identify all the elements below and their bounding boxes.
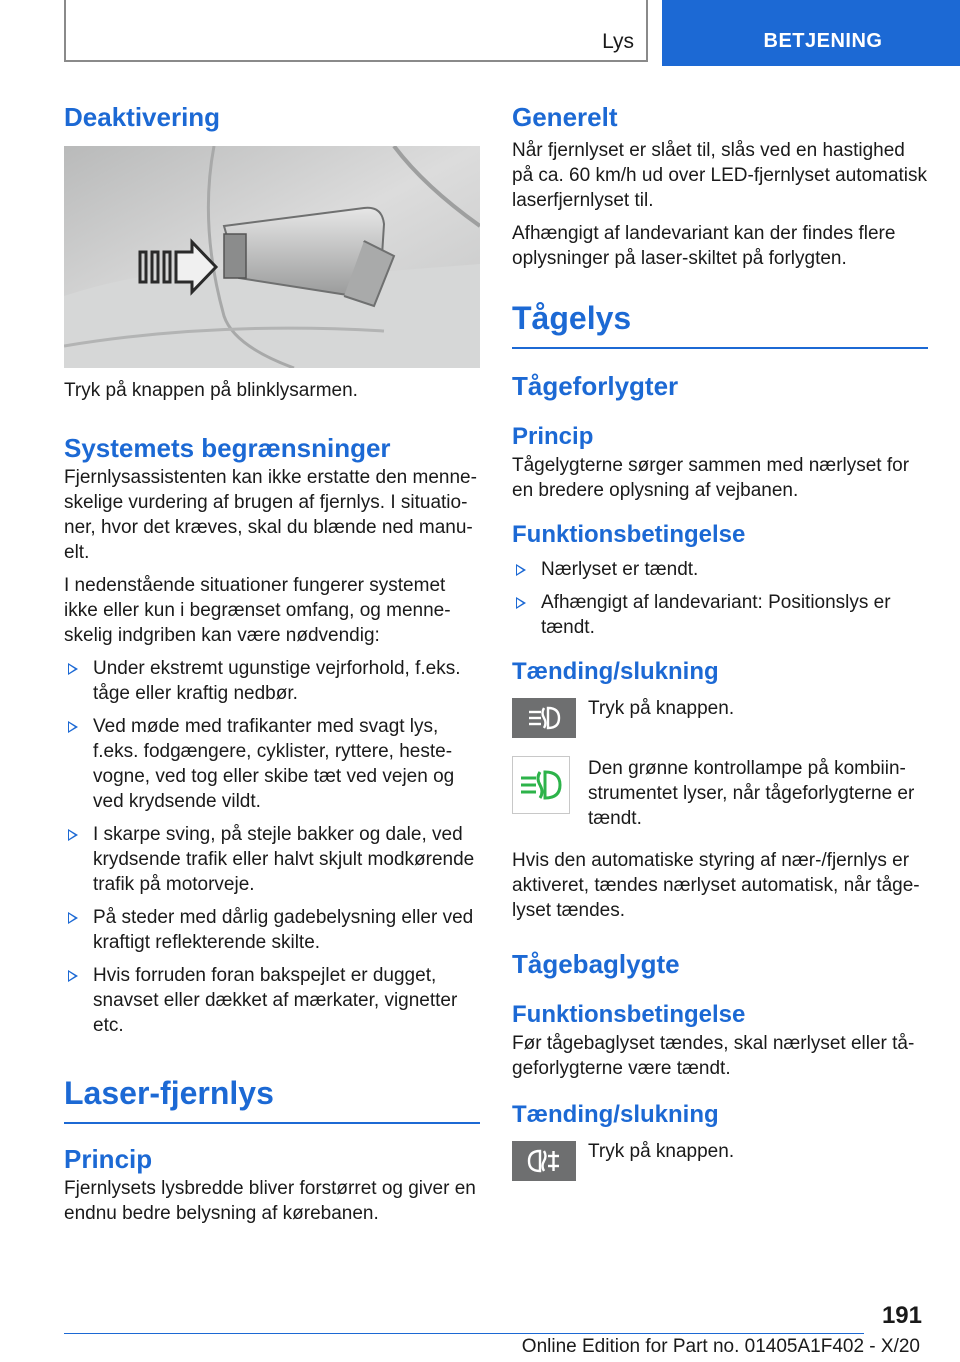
green-fog-indicator-icon xyxy=(512,756,570,814)
heading-taagebaglygte: Tågebaglygte xyxy=(512,949,680,979)
list-item xyxy=(64,656,480,706)
generelt-paragraph-2: Afhængigt af landevariant kan der findes flere oplysninger på laser-skiltet på forlygten. xyxy=(512,223,896,269)
list-item-text: På steder med dårlig gadebelysning eller ved kraftigt reflekterende skilte. xyxy=(93,907,474,953)
princip-paragraph: Fjernlysets lysbredde bliver forstørret og giver en endnu bedre belysning af kørebanen. xyxy=(64,1178,476,1224)
taage-princip-paragraph: Tågelygterne sørger sammen med nærlyset for en bredere oplysning af vejbanen. xyxy=(512,455,910,501)
list-item xyxy=(64,714,480,814)
rear-fog-button-icon[interactable] xyxy=(512,1141,576,1181)
header-frame xyxy=(64,0,648,62)
list-item xyxy=(64,963,480,1038)
funktion-list xyxy=(512,557,928,640)
baglygte-funktion-paragraph: Før tågebaglyset tændes, skal nærlyset eller tå-geforlygterne være tændt. xyxy=(512,1033,915,1079)
heading-baglygte-taending: Tænding/slukning xyxy=(512,1101,719,1128)
list-item xyxy=(64,905,480,955)
heading-laser-fjernlys: Laser-fjernlys xyxy=(64,1072,480,1124)
heading-deaktivering: Deaktivering xyxy=(64,102,221,132)
fog-rear-button-text: Tryk på knappen. xyxy=(588,1141,735,1162)
bullet-triangle-icon xyxy=(68,721,78,733)
section-title: Lys xyxy=(602,30,634,53)
chapter-tab[interactable] xyxy=(662,0,960,66)
list-item-text: Nærlyset er tændt. xyxy=(541,559,699,580)
list-item-text: Hvis forruden foran bakspejlet er dugget, snavset eller dækket af mærkater, vignetter etc. xyxy=(93,965,458,1036)
bullet-triangle-icon xyxy=(516,597,526,609)
list-item-text: Under ekstremt ugunstige vejrforhold, f.eks. tåge eller kraftig nedbør. xyxy=(93,658,461,704)
begraensninger-list xyxy=(64,656,480,1038)
fog-rear-button-row xyxy=(512,1139,928,1199)
chapter-tab-label: BETJENING xyxy=(763,30,883,52)
list-item-text: Ved møde med trafikanter med svagt lys, f.eks. fodgængere, cyklister, ryttere, heste-vogne, ved tog eller skibe tæt ved vejen og ved krydsende vildt. xyxy=(93,716,455,812)
heading-taending: Tænding/slukning xyxy=(512,658,719,685)
heading-generelt: Generelt xyxy=(512,102,618,132)
bullet-triangle-icon xyxy=(516,564,526,576)
begraensninger-paragraph-2: I nedenstående situationer fungerer systemet ikke eller kun i begrænset omfang, og menne-skelig indgriben kan være nødvendig: xyxy=(64,575,451,646)
list-item xyxy=(512,557,928,582)
footer-edition: Online Edition for Part no. 01405A1F402 - X/20 xyxy=(521,1336,920,1357)
begraensninger-paragraph-1: Fjernlysassistenten kan ikke erstatte den menne-skelige vurdering af brugen af fjernlys. I situatio-ner, hvor det kræves, skal du blænde ned manu-elt. xyxy=(64,467,477,563)
fog-front-button-text: Tryk på knappen. xyxy=(588,698,735,719)
heading-taageforlygter: Tågeforlygter xyxy=(512,371,679,401)
generelt-paragraph-1: Når fjernlyset er slået til, slås ved en hastighed på ca. 60 km/h ud over LED-fjernlyset automatisk laserfjernlyset til. xyxy=(512,140,928,211)
bullet-triangle-icon xyxy=(68,970,78,982)
bullet-triangle-icon xyxy=(68,663,78,675)
heading-baglygte-funktion: Funktionsbetingelse xyxy=(512,1001,746,1028)
footer-divider xyxy=(64,1333,864,1334)
page-number: 191 xyxy=(881,1302,922,1329)
front-fog-button-icon[interactable] xyxy=(512,698,576,738)
heading-princip-taage: Princip xyxy=(512,423,594,450)
left-column xyxy=(64,100,480,1226)
heading-begraensninger: Systemets begrænsninger xyxy=(64,433,391,463)
automatik-paragraph: Hvis den automatiske styring af nær-/fjernlys er aktiveret, tændes nærlyset automatisk, når tåge-lyset tændes. xyxy=(512,850,920,921)
figure-caption: Tryk på knappen på blinklysarmen. xyxy=(64,380,358,401)
stalk-illustration xyxy=(64,146,480,368)
heading-princip: Princip xyxy=(64,1144,153,1174)
fog-front-button-row xyxy=(512,696,928,756)
bullet-triangle-icon xyxy=(68,912,78,924)
right-column xyxy=(512,100,928,1199)
bullet-triangle-icon xyxy=(68,829,78,841)
list-item xyxy=(64,822,480,897)
list-item-text: Afhængigt af landevariant: Positionslys er tændt. xyxy=(541,592,891,638)
list-item-text: I skarpe sving, på stejle bakker og dale, ved krydsende trafik eller halvt skjult modkørende trafik på motorveje. xyxy=(93,824,475,895)
turn-signal-stalk-icon xyxy=(64,146,480,368)
list-item xyxy=(512,590,928,640)
fog-indicator-text: Den grønne kontrollampe på kombiin-strumentet lyser, når tågeforlygterne er tændt. xyxy=(588,758,915,829)
heading-funktionsbetingelse: Funktionsbetingelse xyxy=(512,521,746,548)
fog-indicator-row xyxy=(512,756,928,840)
heading-taagelys: Tågelys xyxy=(512,297,928,349)
